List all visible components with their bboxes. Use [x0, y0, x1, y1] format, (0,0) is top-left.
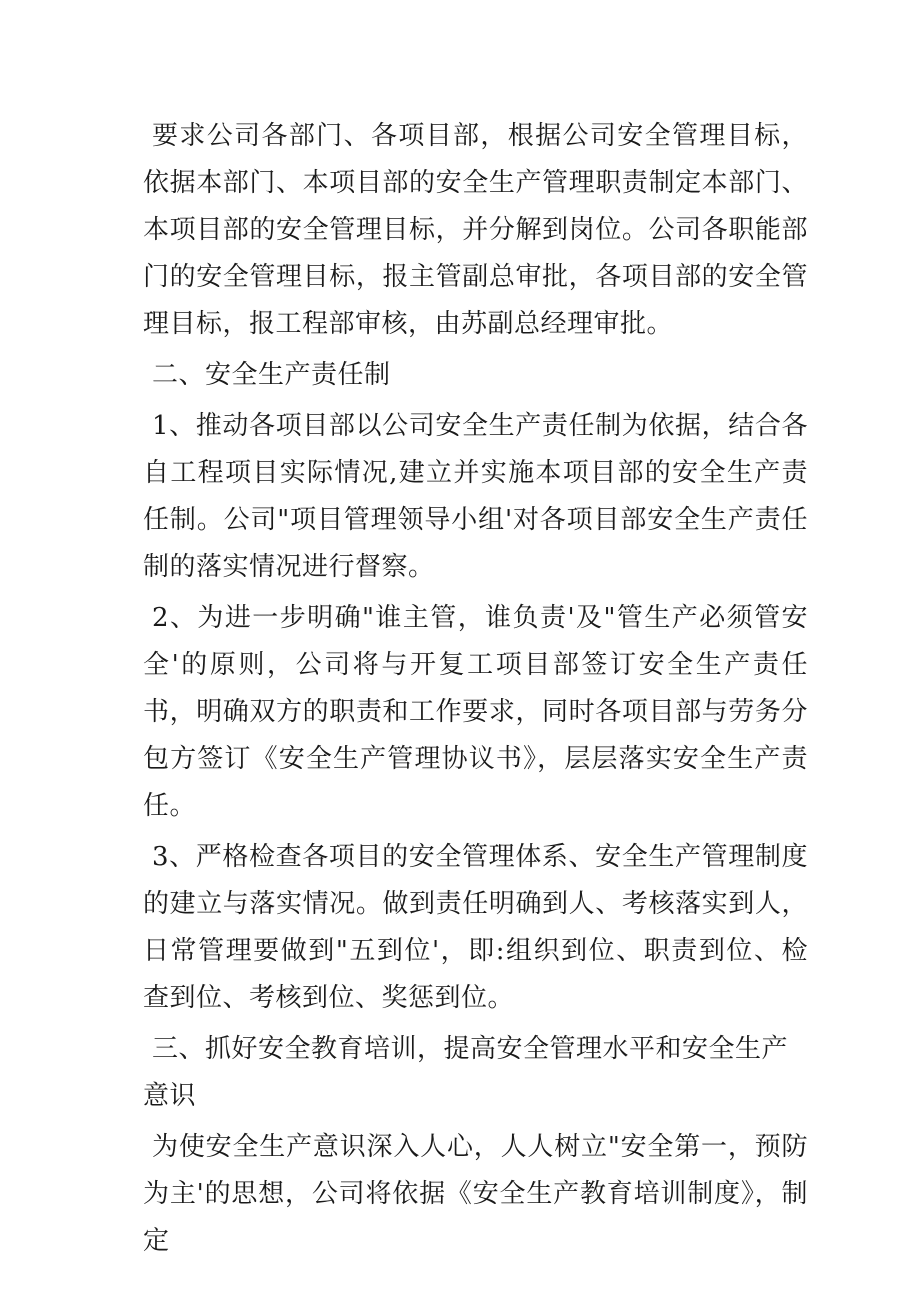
paragraph-item-3: 3、严格检查各项目的安全管理体系、安全生产管理制度的建立与落实情况。做到责任明确到人、考核落实到人，日常管理要做到"五到位'，即:组织到位、职责到位、检查到位、考核到位、奖惩到位。 — [143, 842, 808, 1013]
paragraph-training-intro: 为使安全生产意识深入人心，人人树立"安全第一，预防为主'的思想，公司将依据《安全生产教育培训制度》，制定 — [143, 1132, 808, 1256]
paragraph-item-2: 2、为进一步明确"谁主管，谁负责'及"管生产必须管安全'的原则，公司将与开复工项目部签订安全生产责任书，明确双方的职责和工作要求，同时各项目部与劳务分包方签订《安全生产管理协议书》，层层落实安全生产责任。 — [143, 603, 808, 821]
document-body — [143, 113, 808, 1269]
paragraph-item-1: 1、推动各项目部以公司安全生产责任制为依据，结合各自工程项目实际情况,建立并实施本项目部的安全生产责任制。公司"项目管理领导小组'对各项目部安全生产责任制的落实情况进行督察。 — [143, 411, 808, 582]
paragraph-safety-targets: 要求公司各部门、各项目部，根据公司安全管理目标，依据本部门、本项目部的安全生产管理职责制定本部门、本项目部的安全管理目标，并分解到岗位。公司各职能部门的安全管理目标，报主管副总审批，各项目部的安全管理目标，报工程部审核，由苏副总经理审批。 — [143, 121, 808, 339]
section-heading-responsibility-system: 二、安全生产责任制 — [152, 360, 391, 390]
section-heading-safety-training: 三、抓好安全教育培训，提高安全管理水平和安全生产意识 — [143, 1034, 789, 1111]
